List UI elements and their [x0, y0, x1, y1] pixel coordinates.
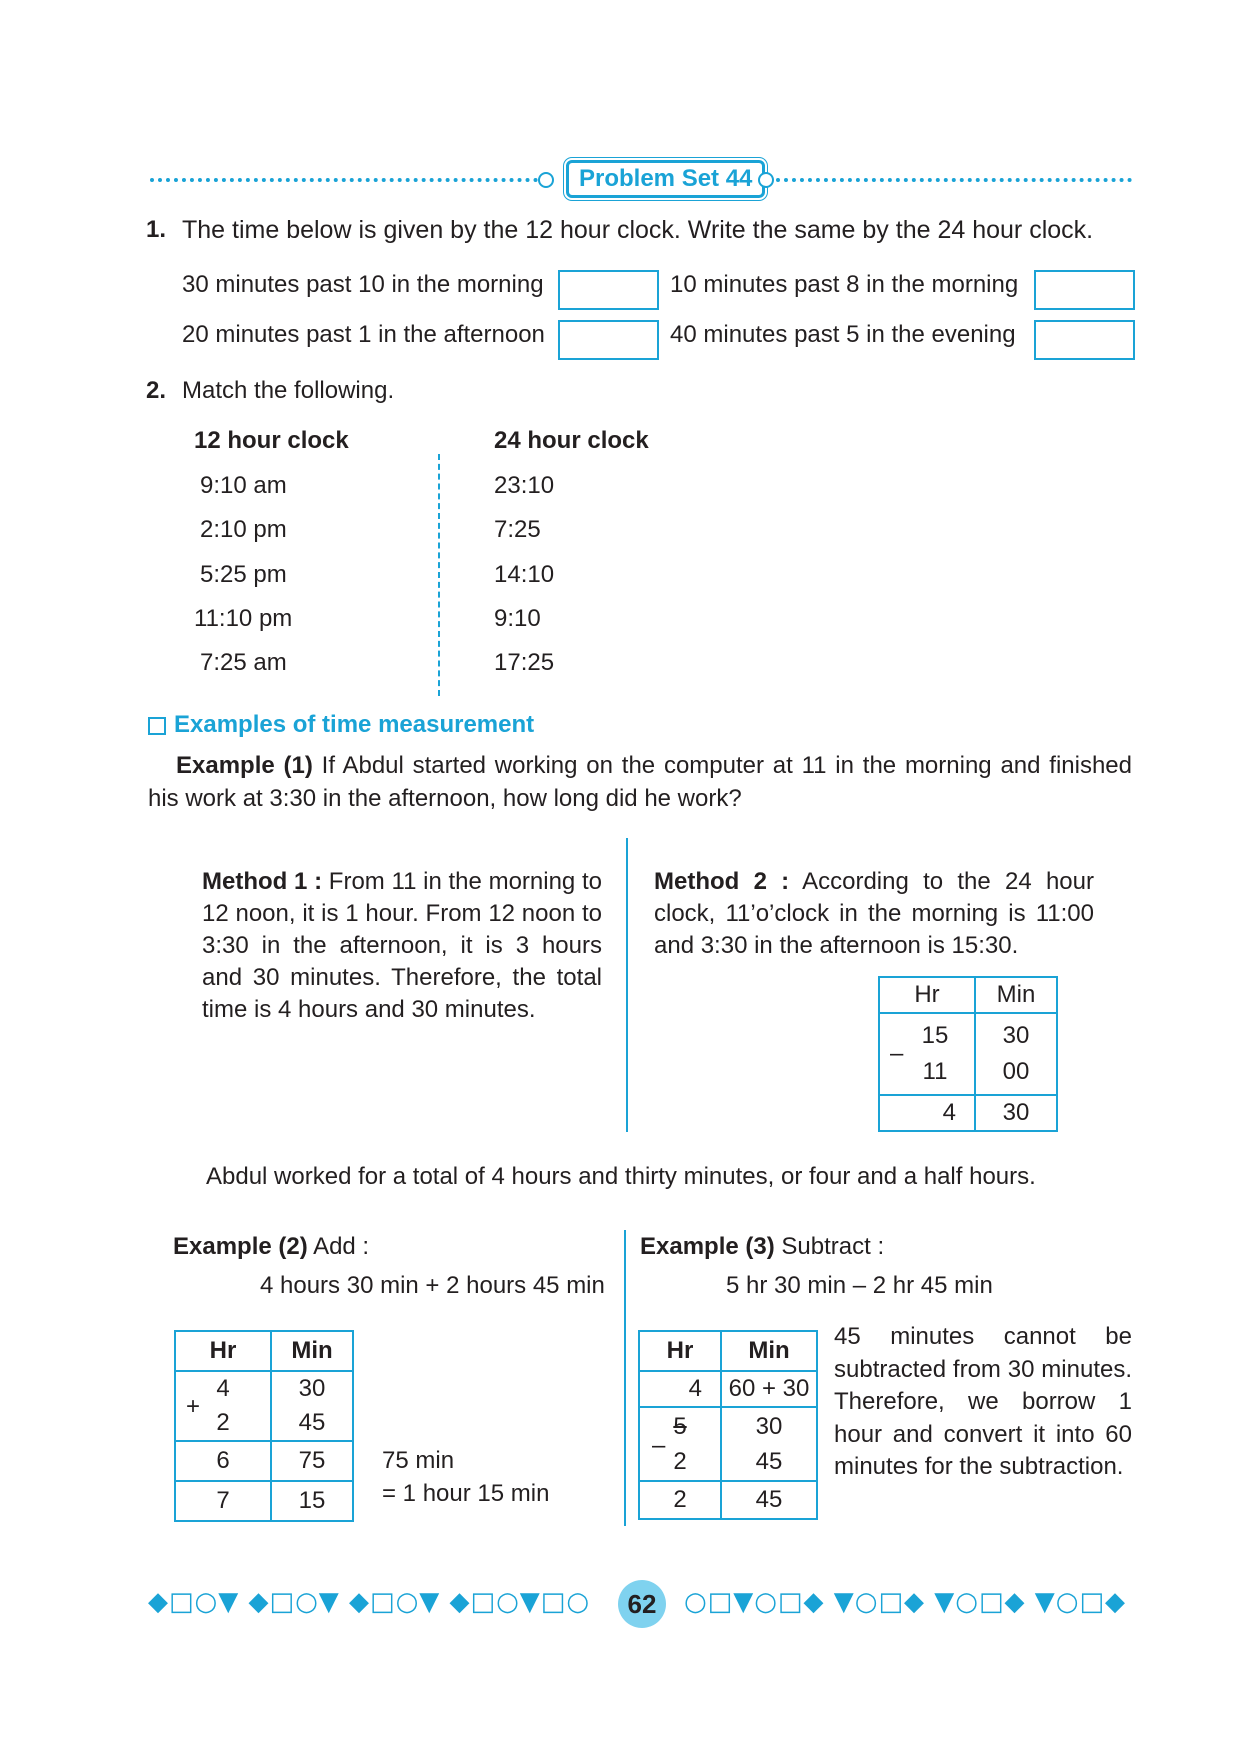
- match-right-item: 9:10: [494, 605, 541, 632]
- example3-verb: Subtract :: [781, 1233, 885, 1260]
- result-min: 30: [975, 1095, 1057, 1131]
- method1-label: Method 1 :: [202, 868, 323, 895]
- header-ring-right: [758, 172, 774, 188]
- example1-conclusion: Abdul worked for a total of 4 hours and thirty minutes, or four and a half hours.: [206, 1163, 1036, 1190]
- match-right-item: 7:25: [494, 516, 541, 543]
- borrow-min: 60 + 30: [721, 1371, 817, 1407]
- footer-ornament-right: ○□▼○□◆ ▼○□◆ ▼○□◆ ▼○□◆: [684, 1587, 1127, 1617]
- match-left-item: 9:10 am: [200, 472, 287, 499]
- match-right-item: 14:10: [494, 561, 555, 588]
- example2-verb: Add :: [313, 1233, 370, 1260]
- section-heading: [148, 711, 534, 739]
- method1-text: From 11 in the morning to 12 noon, it is 1 hour. From 12 noon to 3:30 in the afternoon, it is 3 hours and 30 minutes. Therefore, the total time is 4 hours and 30 minutes.: [202, 868, 603, 1023]
- min-value: 30: [1002, 1022, 1030, 1049]
- match-left-item: 7:25 am: [200, 649, 287, 676]
- final-hr: 7: [175, 1481, 271, 1521]
- q2-number: 2.: [146, 377, 167, 404]
- result-min: 45: [721, 1481, 817, 1519]
- table-header-hr: Hr: [879, 977, 975, 1013]
- match-left-item: 5:25 pm: [200, 561, 287, 588]
- match-right-item: 17:25: [494, 649, 555, 676]
- min-value: 45: [298, 1409, 326, 1436]
- section-title: Examples of time measurement: [174, 711, 535, 738]
- final-min: 15: [271, 1481, 353, 1521]
- method2-block: [654, 866, 1094, 962]
- table-cell-min: [721, 1407, 817, 1481]
- example1-divider: [626, 838, 628, 1132]
- example2-expression: 4 hours 30 min + 2 hours 45 min: [260, 1272, 605, 1299]
- q1-number: 1.: [146, 216, 167, 243]
- table-cell-min: [271, 1371, 353, 1441]
- min-value: 30: [755, 1413, 783, 1440]
- q1-prompt: The time below is given by the 12 hour clock. Write the same by the 24 hour clock.: [182, 216, 1094, 244]
- example3-table: [638, 1330, 818, 1520]
- q1-answer-box-2[interactable]: [1034, 270, 1135, 310]
- match-right-header: 24 hour clock: [494, 427, 649, 454]
- method2-label: Method 2 :: [654, 868, 790, 895]
- sum-hr: 6: [175, 1441, 271, 1481]
- min-value: 00: [1002, 1058, 1030, 1085]
- q1-item-4: 40 minutes past 5 in the evening: [670, 321, 1016, 348]
- example2-heading: [173, 1233, 369, 1261]
- checkbox-square-icon: [148, 717, 166, 735]
- table-cell-hr: [879, 1013, 975, 1095]
- example1-table: [878, 976, 1058, 1132]
- examples-divider: [624, 1230, 626, 1526]
- page-number: 62: [618, 1580, 666, 1628]
- crossed-out-hr-value: 5: [673, 1413, 687, 1440]
- result-hr: 4: [879, 1095, 975, 1131]
- example3-label: Example (3): [640, 1233, 775, 1260]
- hr-value: 11: [922, 1058, 948, 1085]
- borrow-hr: 4: [639, 1371, 721, 1407]
- example1-label: Example (1): [176, 752, 313, 779]
- q1-item-2: 10 minutes past 8 in the morning: [670, 271, 1019, 298]
- table-cell-min: [975, 1013, 1057, 1095]
- page-title: Problem Set 44: [566, 160, 765, 198]
- example3-explanation: 45 minutes cannot be subtracted from 30 minutes. Therefore, we borrow 1 hour and convert it into 60 minutes for the subtraction.: [834, 1323, 1132, 1480]
- match-right-item: 23:10: [494, 472, 555, 499]
- example1-question: If Abdul started working on the computer at 11 in the morning and finished his work at 3:30 in the afternoon, how long did he work?: [148, 752, 1133, 812]
- table-header-hr: Hr: [175, 1331, 271, 1371]
- q1-item-1: 30 minutes past 10 in the morning: [182, 271, 544, 298]
- match-left-header: 12 hour clock: [194, 427, 349, 454]
- example2-label: Example (2): [173, 1233, 308, 1260]
- min-value: 45: [755, 1448, 783, 1475]
- q1-answer-box-4[interactable]: [1034, 320, 1135, 360]
- q1-answer-box-3[interactable]: [558, 320, 659, 360]
- minus-sign: –: [890, 1040, 904, 1067]
- example2-table: [174, 1330, 354, 1522]
- table-header-hr: Hr: [639, 1331, 721, 1371]
- footer-ornament-left: ◆□○▼ ◆□○▼ ◆□○▼ ◆□○▼□○: [148, 1587, 591, 1617]
- minus-sign: –: [652, 1432, 666, 1459]
- hr-value: 4: [216, 1375, 230, 1402]
- q2-prompt: Match the following.: [182, 377, 395, 404]
- table-header-min: Min: [271, 1331, 353, 1371]
- table-cell-hr: [639, 1407, 721, 1481]
- table-header-min: Min: [975, 977, 1057, 1013]
- example2-note-1: 75 min: [382, 1447, 455, 1474]
- match-left-item: 11:10 pm: [194, 605, 293, 632]
- table-cell-hr: [175, 1371, 271, 1441]
- method2-text: According to the 24 hour clock, 11’o’clock in the morning is 11:00 and 3:30 in the afternoon is 15:30.: [654, 868, 1094, 959]
- table-header-min: Min: [721, 1331, 817, 1371]
- example1-text: [148, 749, 1132, 815]
- method1-block: [202, 866, 602, 1026]
- hr-value: 2: [673, 1448, 687, 1475]
- header-rule-left: [150, 178, 538, 182]
- min-value: 30: [298, 1375, 326, 1402]
- match-divider: [438, 454, 440, 696]
- q1-answer-box-1[interactable]: [558, 270, 659, 310]
- hr-value: 2: [216, 1409, 230, 1436]
- header-rule-right: [776, 178, 1132, 182]
- header-ring-left: [538, 172, 554, 188]
- hr-value: 15: [921, 1022, 949, 1049]
- match-left-item: 2:10 pm: [200, 516, 287, 543]
- example2-note-2: = 1 hour 15 min: [382, 1480, 550, 1507]
- example3-expression: 5 hr 30 min – 2 hr 45 min: [726, 1272, 993, 1299]
- q1-item-3: 20 minutes past 1 in the afternoon: [182, 321, 545, 348]
- result-hr: 2: [639, 1481, 721, 1519]
- plus-sign: +: [186, 1393, 201, 1420]
- example3-heading: [640, 1233, 884, 1261]
- sum-min: 75: [271, 1441, 353, 1481]
